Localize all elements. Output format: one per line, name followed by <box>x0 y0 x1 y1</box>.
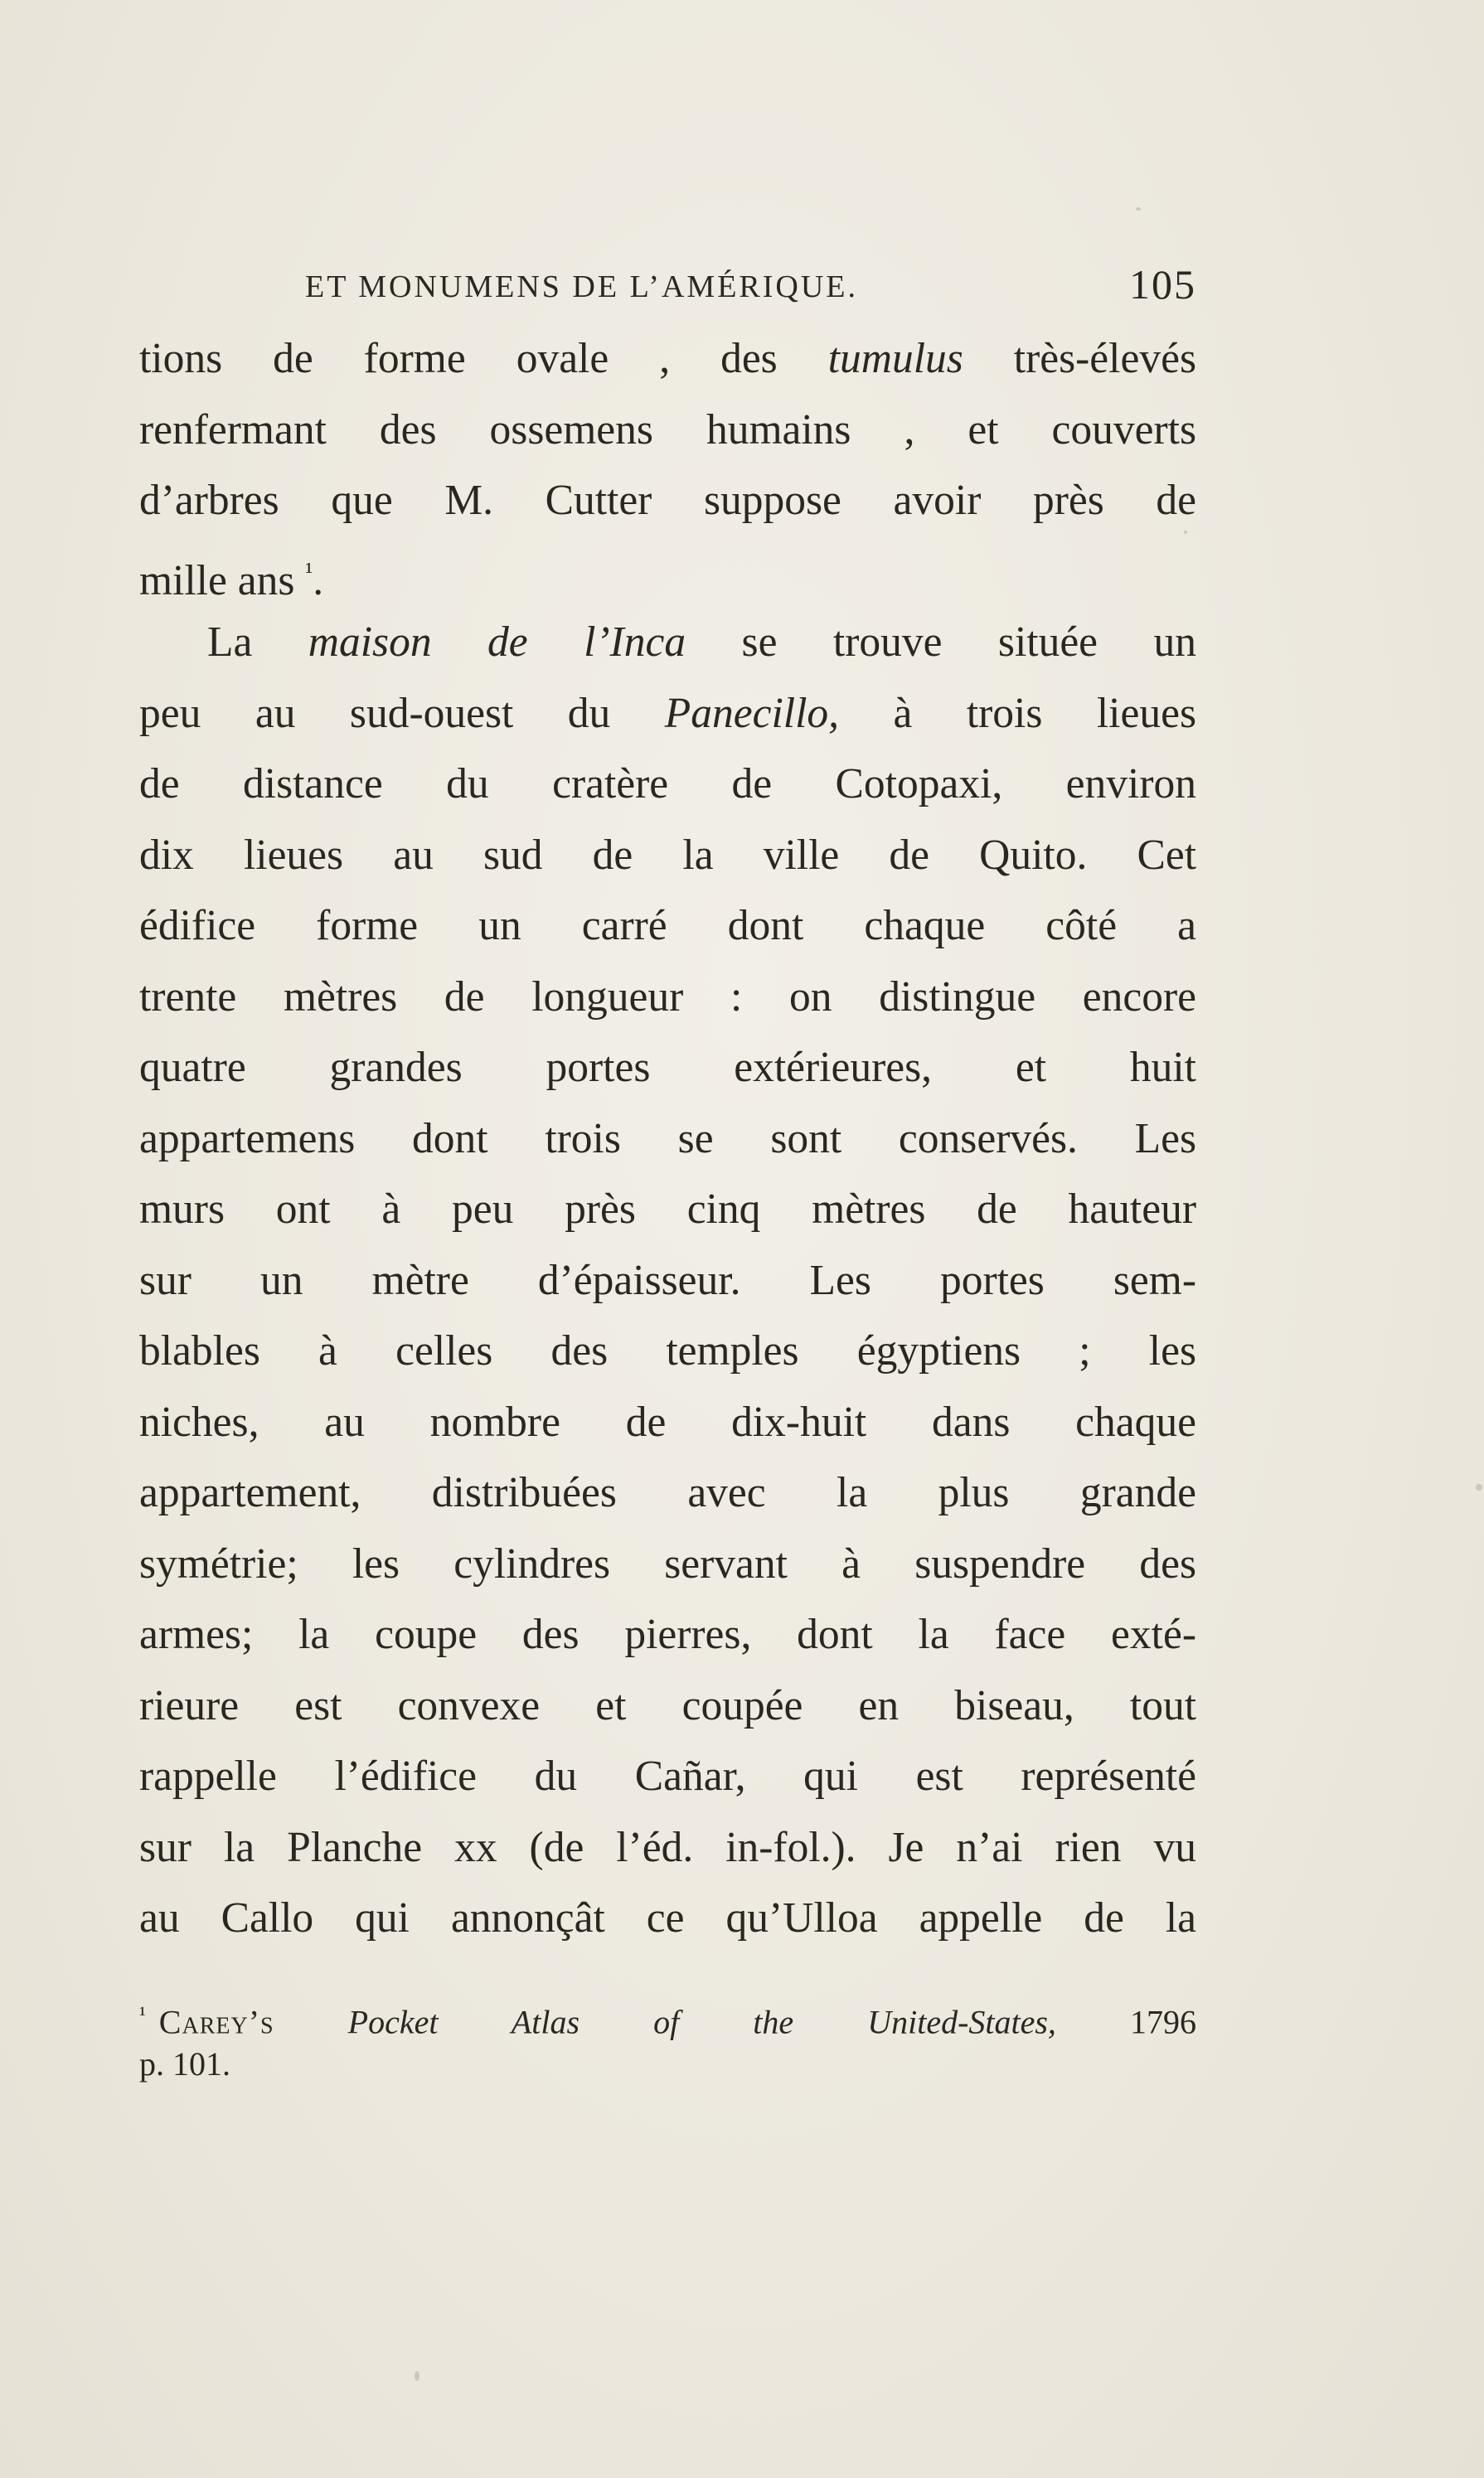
text-run: très-élevés <box>963 335 1196 382</box>
text-line <box>139 1457 1196 1529</box>
text-run: édifice forme un carré dont chaque côté a <box>139 902 1196 949</box>
text-line <box>139 1883 1196 1954</box>
text-run: armes; la coupe des pierres, dont la face exté- <box>139 1611 1196 1658</box>
text-line <box>139 1529 1196 1600</box>
text-run: La <box>207 618 308 666</box>
paper-speck <box>1136 207 1141 211</box>
text-line <box>139 1245 1196 1317</box>
text-run: se trouve située un <box>686 618 1196 666</box>
text-run: appartemens dont trois se sont conservés. Les <box>139 1114 1196 1162</box>
text-run: rieure est convexe et coupée en biseau, tout <box>139 1681 1196 1729</box>
text-run: renfermant des ossemens humains , et couverts <box>139 405 1196 453</box>
text-line <box>139 1812 1196 1884</box>
text-run: trente mètres de longueur : on distingue encore <box>139 972 1196 1021</box>
text-line <box>139 465 1196 536</box>
text-run: murs ont à peu près cinq mètres de hauteur <box>139 1186 1196 1233</box>
paper-speck <box>1184 531 1187 534</box>
text-line <box>139 1671 1196 1742</box>
paper-speck <box>1476 1484 1482 1491</box>
footnote-author: Carey’s <box>158 2003 274 2041</box>
text-line <box>139 323 1196 395</box>
text-run: rappelle l’édifice du Cañar, qui est représenté <box>139 1753 1196 1800</box>
text-line <box>139 1103 1196 1175</box>
text-run: dix lieues au sud de la ville de Quito. Cet <box>139 831 1196 879</box>
footnote-page-ref: p. 101. <box>139 2045 230 2083</box>
text-run: sur la Planche xx (de l’éd. in-fol.). Je n’ai rien vu <box>139 1823 1196 1871</box>
italic-text: tumulus <box>827 335 963 382</box>
text-run: . <box>313 556 324 604</box>
text-run: sur un mètre d’épaisseur. Les portes sem- <box>139 1256 1196 1304</box>
footnote-line-1 <box>139 1990 1196 2039</box>
text-line <box>139 395 1196 466</box>
text-line <box>139 1599 1196 1671</box>
text-run: d’arbres que M. Cutter suppose avoir près de <box>139 477 1196 524</box>
text-line <box>139 1741 1196 1812</box>
italic-text: Panecillo, <box>664 689 840 737</box>
text-run: au Callo qui annonçât ce qu’Ulloa appelle de la <box>139 1894 1196 1942</box>
text-run: symétrie; les cylindres servant à suspendre des <box>139 1540 1196 1588</box>
text-line <box>139 1174 1196 1245</box>
text-line <box>139 607 1196 678</box>
text-line <box>139 1316 1196 1387</box>
text-run: de distance du cratère de Cotopaxi, environ <box>139 760 1196 807</box>
footnote-ref: ¹ <box>305 557 313 585</box>
text-line <box>139 1032 1196 1103</box>
text-line <box>139 890 1196 962</box>
text-run: blables à celles des temples égyptiens ; les <box>139 1327 1196 1375</box>
footnote-line-2 <box>139 2039 1196 2089</box>
footnote-year: 1796 <box>1130 2003 1196 2041</box>
body-text <box>139 323 1196 1954</box>
text-run: tions de forme ovale , des <box>139 335 828 382</box>
text-run: peu au sud-ouest du <box>139 689 665 737</box>
italic-text: maison de l’Inca <box>308 618 686 666</box>
text-run: mille ans <box>139 556 306 604</box>
page-header <box>139 255 1196 322</box>
footnote-title: Pocket Atlas of the United-States, <box>347 2003 1056 2041</box>
text-line <box>139 1387 1196 1458</box>
text-line <box>139 536 1196 608</box>
text-line <box>139 962 1196 1033</box>
footnote-mark: ¹ <box>139 2002 146 2026</box>
text-run: niches, au nombre de dix-huit dans chaque <box>139 1398 1196 1446</box>
paper-speck <box>415 2371 419 2381</box>
text-run: à trois lieues <box>839 689 1196 737</box>
page-number: 105 <box>1129 261 1196 308</box>
text-run: quatre grandes portes extérieures, et huit <box>139 1044 1196 1091</box>
text-line <box>139 678 1196 749</box>
text-run: appartement, distribuées avec la plus grande <box>139 1469 1196 1516</box>
footnote <box>139 1990 1196 2089</box>
running-head: ET MONUMENS DE L’AMÉRIQUE. <box>305 269 858 304</box>
text-line <box>139 749 1196 820</box>
text-line <box>139 820 1196 891</box>
